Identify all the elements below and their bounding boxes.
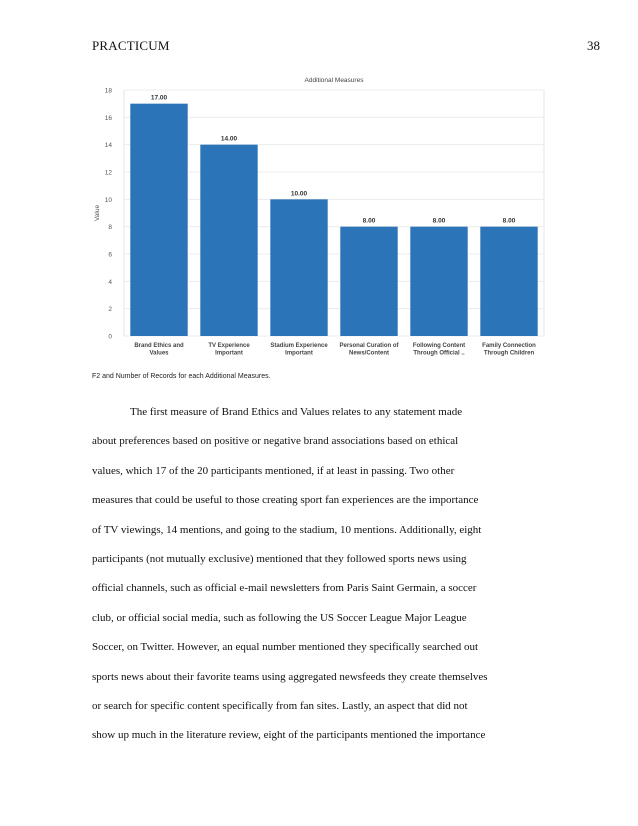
- bar-value-label: 17.00: [150, 94, 168, 102]
- body-paragraph: [92, 398, 539, 751]
- body-line: about preferences based on positive or negative brand associations based on ethical: [92, 435, 459, 448]
- y-tick-label: 4: [108, 278, 112, 286]
- bar: [480, 227, 537, 336]
- y-tick-label: 14: [104, 142, 112, 150]
- bar-value-label: 8.00: [432, 217, 446, 225]
- chart-caption: F2 and Number of Records for each Additional Measures.: [92, 373, 271, 380]
- bar: [200, 145, 257, 336]
- x-tick-label: News/Content: [348, 350, 390, 357]
- y-axis-label: Value: [94, 204, 101, 222]
- body-line: show up much in the literature review, eight of the participants mentioned the importance: [92, 729, 486, 742]
- bar-value-label: 14.00: [220, 135, 238, 143]
- y-tick-label: 12: [104, 169, 112, 177]
- x-tick-label: Important: [285, 350, 313, 357]
- chart-title: Additional Measures: [304, 77, 364, 84]
- x-tick-label: Family Connection: [482, 343, 536, 349]
- bar-chart: [92, 74, 548, 370]
- y-tick-label: 10: [104, 196, 112, 204]
- page-number: 38: [587, 38, 600, 53]
- body-line: club, or official social media, such as following the US Soccer League Major League: [92, 611, 467, 624]
- x-tick-label: Brand Ethics and: [134, 343, 184, 349]
- body-line: official channels, such as official e-mail newsletters from Paris Saint Germain, a soccer: [92, 582, 477, 595]
- body-line: values, which 17 of the 20 participants mentioned, if at least in passing. Two other: [92, 464, 455, 477]
- x-tick-label: Stadium Experience: [270, 343, 328, 349]
- bar-value-label: 10.00: [290, 190, 308, 198]
- body-line: measures that could be useful to those creating sport fan experiences are the importance: [92, 494, 479, 507]
- running-head: PRACTICUM: [92, 38, 170, 53]
- x-tick-label: Through Children: [483, 350, 535, 357]
- y-tick-label: 2: [108, 306, 112, 314]
- y-tick-label: 18: [104, 87, 112, 95]
- bar: [130, 104, 187, 336]
- body-line: sports news about their favorite teams using aggregated newsfeeds they create themselves: [92, 670, 488, 683]
- bar: [270, 199, 327, 336]
- y-tick-label: 6: [108, 251, 112, 259]
- bar: [410, 227, 467, 336]
- body-line: or search for specific content specifically from fan sites. Lastly, an aspect that did not: [92, 700, 468, 713]
- body-line: participants (not mutually exclusive) mentioned that they followed sports news using: [92, 553, 467, 566]
- y-tick-label: 0: [108, 333, 112, 341]
- body-line: Soccer, on Twitter. However, an equal number mentioned they specifically searched out: [92, 641, 479, 654]
- x-tick-label: Values: [149, 350, 169, 357]
- x-tick-label: Important: [215, 350, 243, 357]
- body-line: of TV viewings, 14 mentions, and going to the stadium, 10 mentions. Additionally, eight: [92, 523, 482, 536]
- y-tick-label: 8: [108, 224, 112, 232]
- bar: [340, 227, 397, 336]
- y-tick-label: 16: [104, 114, 112, 122]
- body-line: The first measure of Brand Ethics and Values relates to any statement made: [130, 406, 463, 418]
- chart-svg: [92, 74, 548, 370]
- x-tick-label: Personal Curation of: [339, 343, 399, 349]
- bar-value-label: 8.00: [502, 217, 516, 225]
- bar-value-label: 8.00: [362, 217, 376, 225]
- x-tick-label: Through Official ..: [413, 350, 465, 357]
- x-tick-label: TV Experience: [208, 343, 250, 349]
- x-tick-label: Following Content: [412, 343, 466, 349]
